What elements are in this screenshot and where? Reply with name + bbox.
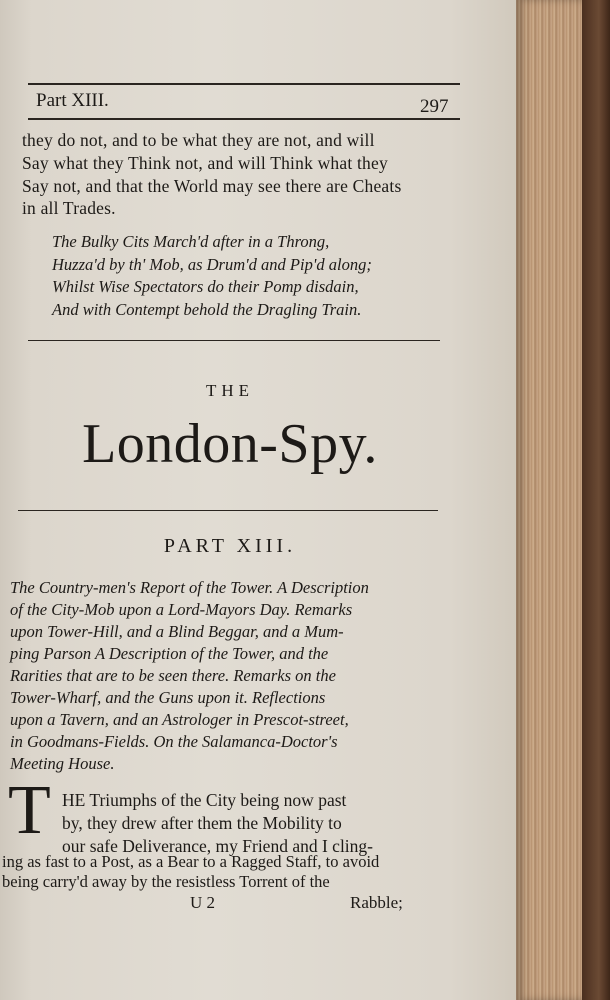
part-heading: PART XIII. [163,535,297,557]
verse-line: And with Contempt behold the Dragling Train. [52,300,362,319]
contents-line: upon a Tavern, and an Astrologer in Prescot-street, [10,710,349,729]
signature-mark: U 2 [190,893,216,912]
body-line: being carry'd away by the resistless Torrent of the [2,872,330,891]
page-edges [516,0,582,1000]
drop-cap: T [8,772,51,849]
title-rule [18,510,438,511]
body-line: HE Triumphs of the City being now past [62,790,347,810]
intro-line: they do not, and to be what they are not, and will [22,130,375,150]
body-line: by, they drew after them the Mobility to [62,813,342,833]
contents-line: upon Tower-Hill, and a Blind Beggar, and a Mum- [10,622,344,641]
contents-line: of the City-Mob upon a Lord-Mayors Day. Remarks [10,600,353,619]
contents-line: Tower-Wharf, and the Guns upon it. Reflections [10,688,326,707]
intro-line: Say what they Think not, and will Think what they [22,153,388,173]
verse-line: The Bulky Cits March'd after in a Throng, [52,232,330,251]
main-title: London-Spy. [82,413,378,475]
header-rule-bottom [28,118,460,120]
intro-line: Say not, and that the World may see there are Cheats [22,176,402,196]
running-title: Part XIII. [36,90,109,111]
page-number: 297 [420,96,449,117]
catchword: Rabble; [350,893,403,912]
body-line: ing as fast to a Post, as a Bear to a Ragged Staff, to avoid [2,852,380,871]
contents-line: Meeting House. [10,754,115,773]
section-rule [28,340,440,341]
header-rule-top [28,83,460,85]
verse-line: Huzza'd by th' Mob, as Drum'd and Pip'd along; [52,255,372,274]
contents-line: ping Parson A Description of the Tower, and the [10,644,329,663]
book-cover-edge [582,0,610,1000]
contents-line: Rarities that are to be seen there. Remarks on the [10,666,336,685]
intro-line: in all Trades. [22,198,116,218]
contents-line: in Goodmans-Fields. On the Salamanca-Doctor's [10,732,338,751]
body-line: our safe Deliverance, my Friend and I cling- [62,836,373,856]
contents-line: The Country-men's Report of the Tower. A Description [10,578,369,597]
the-heading: THE [205,381,255,400]
verse-line: Whilst Wise Spectators do their Pomp disdain, [52,277,359,296]
